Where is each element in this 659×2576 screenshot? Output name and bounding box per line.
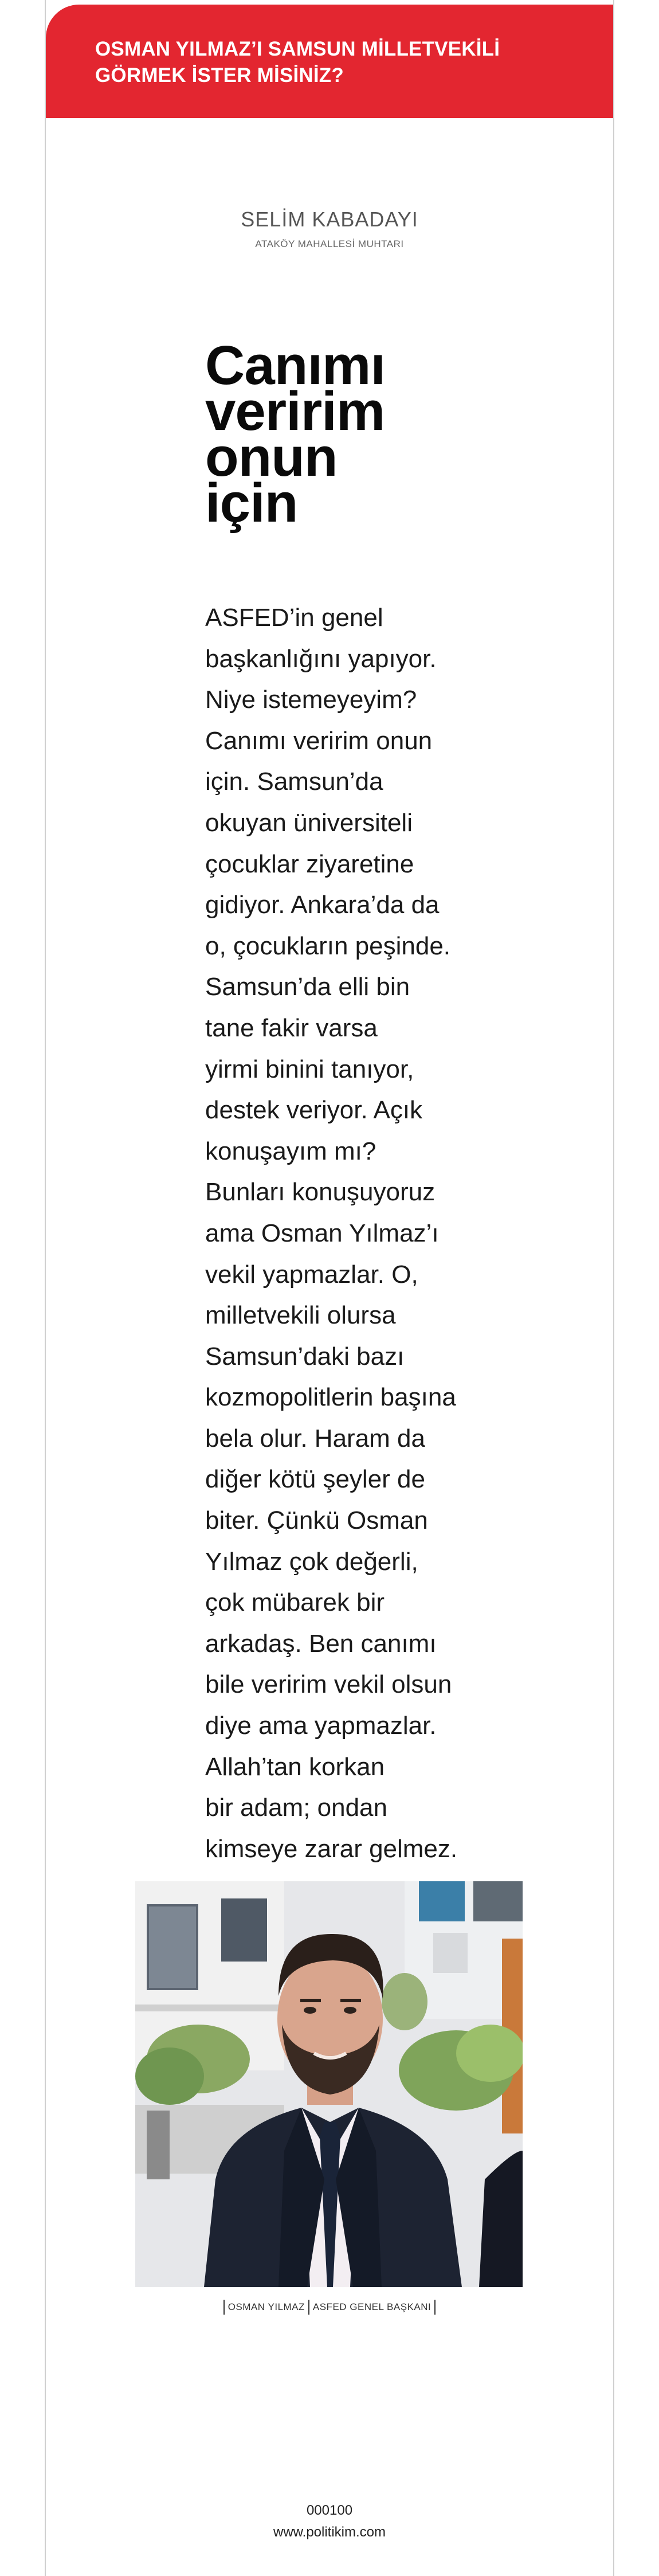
body-line: vekil yapmazlar. O,: [205, 1260, 418, 1289]
author-name: SELİM KABADAYI: [241, 208, 418, 231]
portrait-photo: [135, 1881, 523, 2287]
body-line: çok mübarek bir: [205, 1588, 385, 1617]
photo-caption: [0, 2300, 659, 2315]
headline-line: veririm: [205, 381, 385, 442]
body-line: yirmi binini tanıyor,: [205, 1055, 414, 1083]
body-line: biter. Çünkü Osman: [205, 1506, 428, 1535]
body-line: tane fakir varsa: [205, 1013, 378, 1042]
headline-line: Canımı: [205, 335, 386, 396]
body-line: Samsun’daki bazı: [205, 1342, 405, 1371]
caption-name: OSMAN YILMAZ: [227, 2301, 305, 2312]
banner-line-1: OSMAN YILMAZ’I SAMSUN MİLLETVEKİLİ: [95, 38, 500, 60]
article-body: [205, 597, 503, 1869]
caption-role: ASFED GENEL BAŞKANI: [312, 2301, 432, 2312]
body-line: arkadaş. Ben canımı: [205, 1629, 437, 1658]
body-line: milletvekili olursa: [205, 1301, 396, 1330]
body-line: destek veriyor. Açık: [205, 1096, 423, 1125]
body-line: Canımı veririm onun: [205, 726, 433, 755]
headline-line: onun: [205, 426, 338, 488]
body-line: diğer kötü şeyler de: [205, 1465, 425, 1494]
body-line: gidiyor. Ankara’da da: [205, 891, 440, 919]
body-line: çocuklar ziyaretine: [205, 849, 414, 878]
body-line: Niye istemeyeyim?: [205, 686, 417, 714]
body-line: bile veririm vekil olsun: [205, 1670, 452, 1699]
body-line: Samsun’da elli bin: [205, 973, 410, 1001]
body-line: Bunları konuşuyoruz: [205, 1178, 436, 1207]
body-line: ama Osman Yılmaz’ı: [205, 1219, 439, 1247]
headline-banner: [46, 5, 613, 118]
body-line: bir adam; ondan: [205, 1794, 387, 1822]
body-line: o, çocukların peşinde.: [205, 931, 451, 960]
headline-line: için: [205, 472, 298, 534]
page-frame-right: [613, 0, 614, 2576]
body-line: bela olur. Haram da: [205, 1424, 425, 1453]
article-headline: [205, 335, 434, 534]
body-line: başkanlığını yapıyor.: [205, 644, 437, 673]
caption-divider: [223, 2300, 225, 2315]
body-line: Allah’tan korkan: [205, 1752, 385, 1781]
caption-divider: [308, 2300, 309, 2315]
page-number: 000100: [306, 2503, 353, 2518]
website-link[interactable]: www.politikim.com: [273, 2524, 386, 2540]
body-line: diye ama yapmazlar.: [205, 1712, 437, 1740]
body-line: kozmopolitlerin başına: [205, 1383, 456, 1412]
banner-line-2: GÖRMEK İSTER MİSİNİZ?: [95, 64, 344, 87]
body-line: ASFED’in genel: [205, 604, 383, 632]
page-frame-left: [45, 0, 46, 2576]
body-line: okuyan üniversiteli: [205, 808, 413, 837]
body-line: için. Samsun’da: [205, 768, 383, 796]
body-line: kimseye zarar gelmez.: [205, 1834, 458, 1863]
caption-divider: [434, 2300, 436, 2315]
body-line: konuşayım mı?: [205, 1137, 376, 1165]
body-line: Yılmaz çok değerli,: [205, 1547, 418, 1576]
author-title: ATAKÖY MAHALLESİ MUHTARI: [255, 238, 404, 249]
